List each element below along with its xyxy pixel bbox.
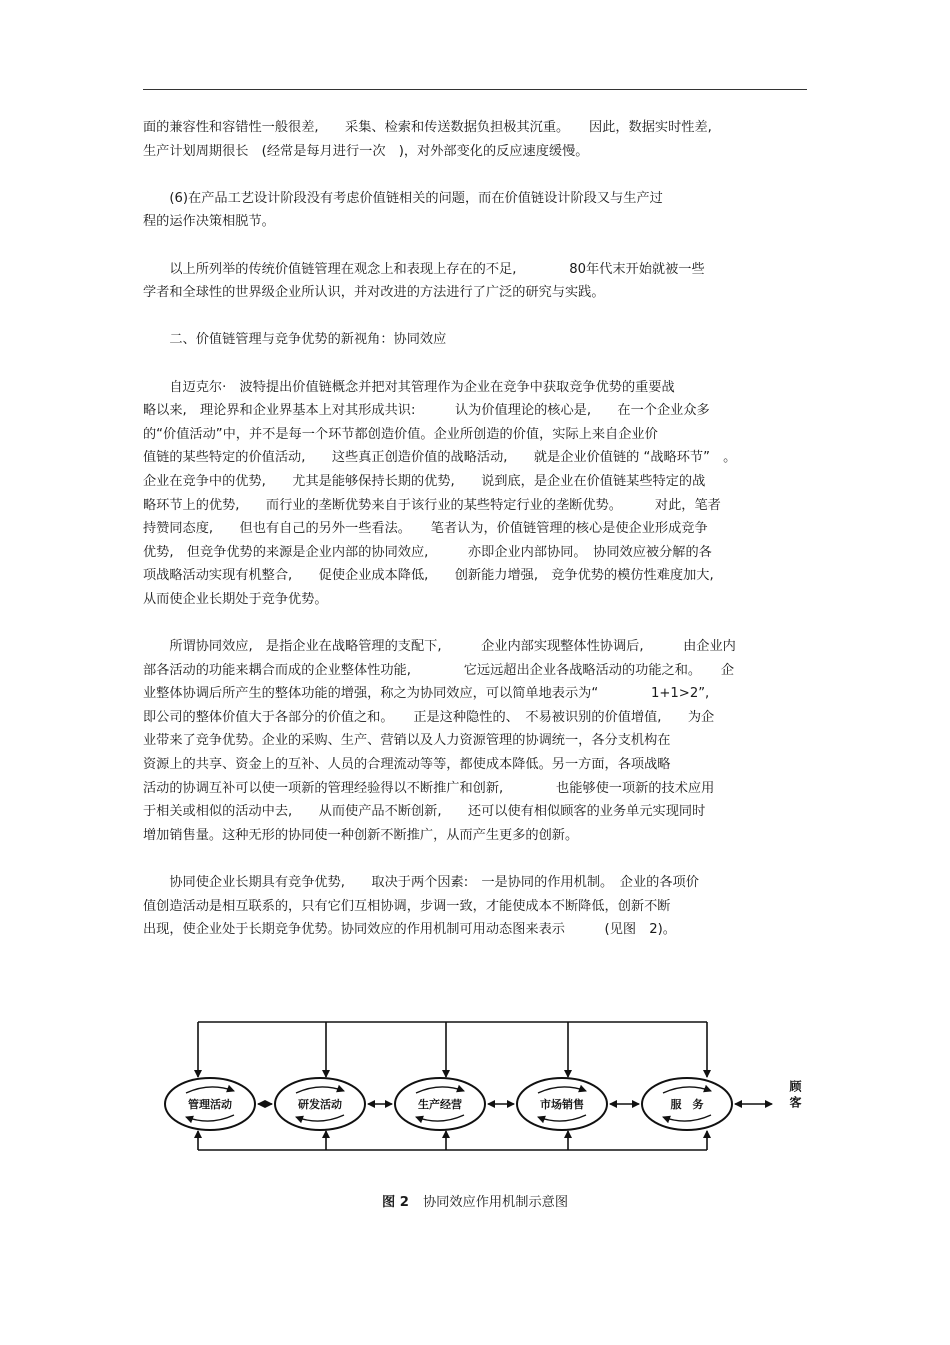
paragraph [143,187,811,234]
text-line: 于相关或相似的活动中去, 从而使产品不断创新, 还可以使有相似顾客的业务单元实现同时 [143,804,706,820]
section-heading [143,328,811,352]
figure-caption [0,1193,950,1213]
text-line: 增加销售量。这种无形的协同使一种创新不断推广，从而产生更多的创新。 [143,827,579,843]
text-line: 活动的协调互补可以使一项新的管理经验得以不断推广和创新, 也能够使一项新的技术应用 [143,780,715,796]
text-line: 二、价值链管理与竞争优势的新视角：协同效应 [143,332,447,348]
activity-label: 研发活动 [298,1098,342,1111]
text-line: 从而使企业长期处于竞争优势。 [143,591,328,607]
text-line: 略环节上的优势, 而行业的垄断优势来自于该行业的某些特定行业的垄断优势。 对此，笔者 [143,497,721,513]
activity-label: 生产经营 [418,1098,462,1111]
activity-node [642,1078,732,1130]
text-line: 程的运作决策相脱节。 [143,214,275,230]
text-line: 项战略活动实现有机整合, 促使企业成本降低, 创新能力增强, 竞争优势的模仿性难度加大, [143,568,714,584]
body-text [143,116,811,942]
activity-node [395,1078,485,1130]
paragraph-gap [143,611,811,635]
text-line: 企业在竞争中的优势, 尤其是能够保持长期的优势, 说到底，是企业在价值链某些特定的战 [143,473,706,489]
text-line: 持赞同态度, 但也有自己的另外一些看法。 笔者认为，价值链管理的核心是使企业形成竞争 [143,521,708,537]
customer-label: 顾客 [788,1080,802,1112]
paragraph-gap [143,305,811,329]
text-line: 的“价值活动”中，并不是每一个环节都创造价值。企业所创造的价值，实际上来自企业价 [143,426,658,442]
text-line: 生产计划周期很长 (经常是每月进行一次 )，对外部变化的反应速度缓慢。 [143,143,589,159]
text-line: 资源上的共享、资金上的互补、人员的合理流动等等，都使成本降低。另一方面，各项战略 [143,757,671,773]
figure-caption-label: 图 2 [381,1195,409,1210]
text-line: 所谓协同效应, 是指企业在战略管理的支配下, 企业内部实现整体性协调后, 由企业内 [143,639,736,655]
synergy-diagram [160,1016,820,1164]
text-line: 出现，使企业处于长期竞争优势。协同效应的作用机制可用动态图来表示 (见图 2)。 [143,922,676,938]
text-line: 略以来, 理论界和企业界基本上对其形成共识: 认为价值理论的核心是, 在一个企业众多 [143,403,710,419]
text-line: 业整体协调后所产生的整体功能的增强，称之为协同效应，可以简单地表示为“ 1+1>2”, [143,686,710,702]
text-line: 部各活动的功能来耦合而成的企业整体性功能, 它远远超出企业各战略活动的功能之和。 企 [143,662,735,678]
header-rule [143,89,807,90]
text-line: 值链的某些特定的价值活动, 这些真正创造价值的战略活动, 就是企业价值链的 “战略环节” 。 [143,450,737,466]
activity-node [165,1078,255,1130]
paragraph [143,376,811,612]
paragraph-gap [143,163,811,187]
text-line: 自迈克尔· 波特提出价值链概念并把对其管理作为企业在竞争中获取竞争优势的重要战 [143,379,675,395]
text-line: 业带来了竞争优势。企业的采购、生产、营销以及人力资源管理的协调统一，各分支机构在 [143,733,671,749]
text-line: 值创造活动是相互联系的，只有它们互相协调，步调一致，才能使成本不断降低，创新不断 [143,898,671,914]
paragraph [143,116,811,163]
paragraph [143,258,811,305]
activity-label: 管理活动 [188,1098,232,1111]
text-line: 优势, 但竞争优势的来源是企业内部的协同效应, 亦即企业内部协同。 协同效应被分解的各 [143,544,712,560]
text-line: 即公司的整体价值大于各部分的价值之和。 正是这种隐性的、 不易被识别的价值增值, 为企 [143,709,715,725]
paragraph-gap [143,847,811,871]
paragraph-gap [143,352,811,376]
activity-node [275,1078,365,1130]
paragraph-gap [143,234,811,258]
text-line: 面的兼容性和容错性一般很差, 采集、检索和传送数据负担极其沉重。 因此，数据实时性差, [143,120,712,135]
activity-label: 服 务 [670,1098,704,1111]
text-line: 协同使企业长期具有竞争优势, 取决于两个因素: 一是协同的作用机制。 企业的各项价 [143,875,699,890]
synergy-diagram-svg [160,1016,820,1164]
paragraph [143,635,811,847]
activity-node [517,1078,607,1130]
text-line: 以上所列举的传统价值链管理在观念上和表现上存在的不足, 80年代末开始就被一些 [143,261,705,277]
paragraph [143,871,811,942]
text-line: (6)在产品工艺设计阶段没有考虑价值链相关的问题，而在价值链设计阶段又与生产过 [143,190,663,206]
activity-label: 市场销售 [540,1098,584,1111]
text-line: 学者和全球性的世界级企业所认识，并对改进的方法进行了广泛的研究与实践。 [143,285,605,301]
figure-caption-text: 协同效应作用机制示意图 [422,1195,569,1210]
